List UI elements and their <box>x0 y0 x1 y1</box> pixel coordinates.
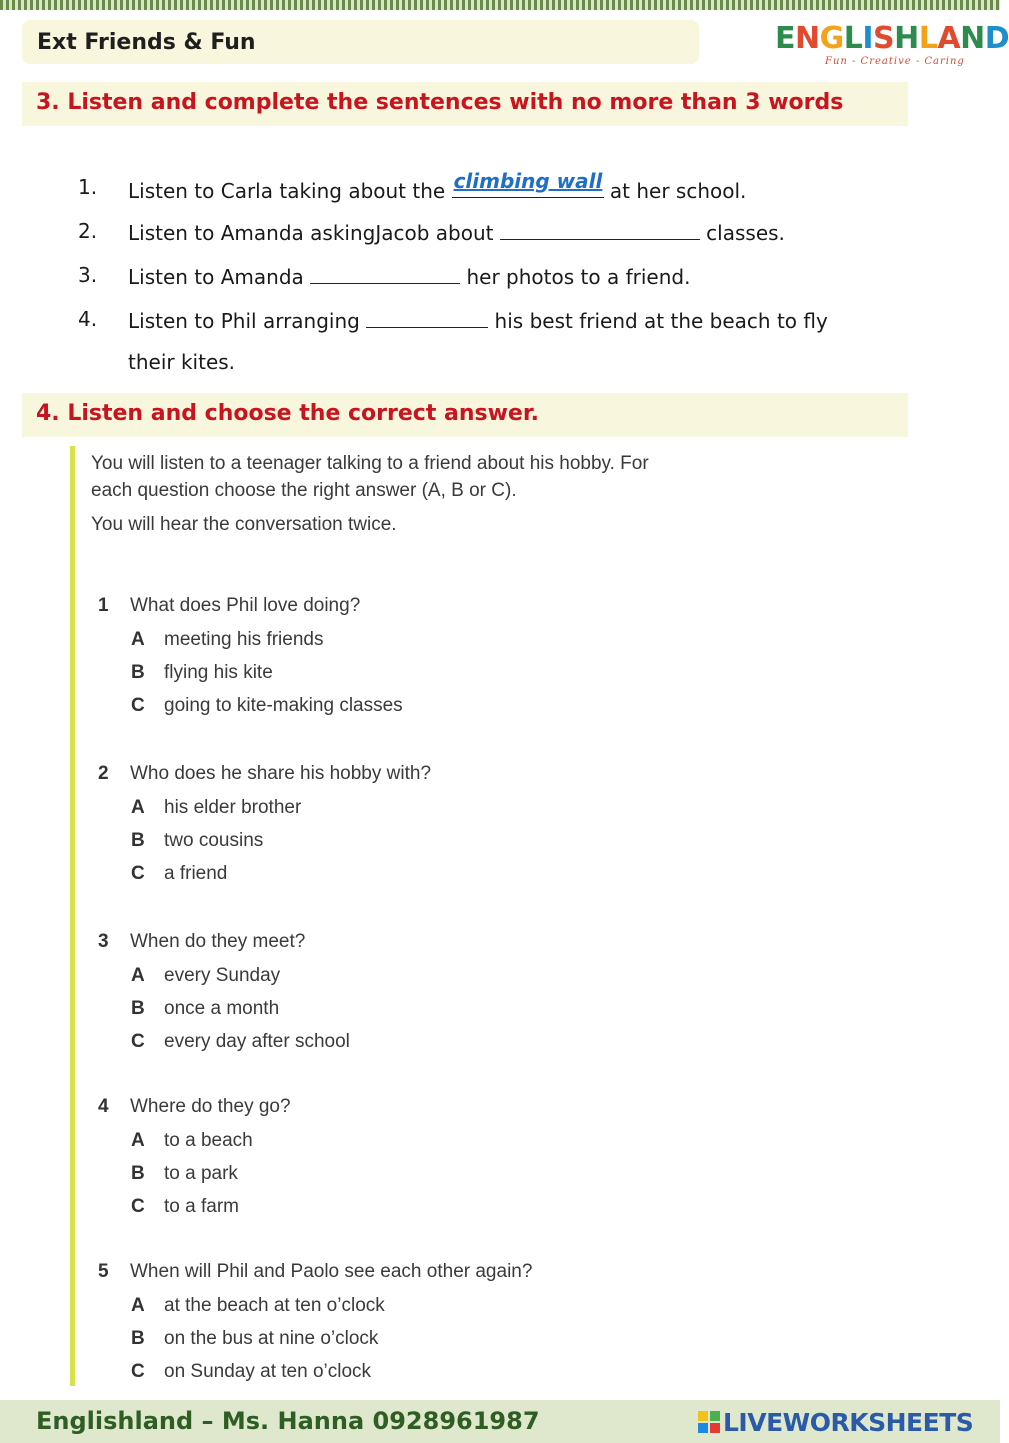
liveworksheets-wordmark: LIVEWORKSHEETS <box>723 1407 974 1437</box>
question-text: Who does he share his hobby with? <box>130 763 432 784</box>
footer-credit: Englishland – Ms. Hanna 0928961987 <box>36 1407 540 1435</box>
question-block <box>91 1093 651 1226</box>
option-text: on the bus at nine o’clock <box>164 1328 379 1349</box>
option-text: at the beach at ten o’clock <box>164 1295 385 1316</box>
option-text: his elder brother <box>164 797 302 818</box>
answer-blank-3[interactable] <box>310 263 460 284</box>
answer-option[interactable] <box>91 962 651 995</box>
option-text: once a month <box>164 998 280 1019</box>
option-letter: B <box>131 662 145 683</box>
question-text: When do they meet? <box>130 931 306 952</box>
option-text: every Sunday <box>164 965 281 986</box>
option-letter: B <box>131 830 145 851</box>
logo-letter: A <box>937 21 961 56</box>
icon-square <box>710 1423 720 1433</box>
instruction-text: You will listen to a teenager talking to a friend about his hobby. For each question choose the right answer (A, B or C). <box>91 453 649 501</box>
answer-option[interactable] <box>91 1358 651 1391</box>
sentence-item <box>78 302 918 392</box>
section-3-header <box>22 82 908 126</box>
option-text: to a park <box>164 1163 238 1184</box>
answer-option[interactable] <box>91 995 651 1028</box>
answer-option[interactable] <box>91 626 651 659</box>
icon-square <box>698 1411 708 1421</box>
logo-letter: L <box>918 21 938 56</box>
logo-tagline: Fun - Creative - Caring <box>825 56 965 67</box>
icon-square <box>698 1423 708 1433</box>
logo-letter: L <box>843 21 863 56</box>
question-block <box>91 760 651 893</box>
sentence-text: his best friend at the beach to fly <box>488 309 828 333</box>
sentence-text: Listen to Carla taking about the <box>128 179 452 203</box>
answer-option[interactable] <box>91 860 651 893</box>
sentence-text: Listen to Phil arranging <box>128 309 367 333</box>
answer-option[interactable] <box>91 1325 651 1358</box>
option-text: on Sunday at ten o’clock <box>164 1361 372 1382</box>
question-text: When will Phil and Paolo see each other again? <box>130 1261 533 1282</box>
sentence-text: Listen to Amanda askingJacob about <box>128 221 500 245</box>
logo-letter: S <box>873 21 895 56</box>
option-text: a friend <box>164 863 228 884</box>
question-block <box>91 592 651 725</box>
option-letter: A <box>131 1130 145 1151</box>
sentence-list <box>78 170 918 392</box>
sentence-number: 1. <box>78 175 98 199</box>
answer-option[interactable] <box>91 659 651 692</box>
logo-letter: I <box>862 21 874 56</box>
option-letter: C <box>131 1031 145 1052</box>
option-letter: A <box>131 1295 145 1316</box>
option-text: flying his kite <box>164 662 273 683</box>
answer-option[interactable] <box>91 1127 651 1160</box>
question-text: Where do they go? <box>130 1096 291 1117</box>
worksheet-title-bar <box>22 20 699 64</box>
logo-letter: D <box>984 21 1009 56</box>
question-number: 1 <box>98 595 109 616</box>
sentence-continuation: their kites. <box>128 350 236 374</box>
option-letter: B <box>131 1163 145 1184</box>
answer-option[interactable] <box>91 827 651 860</box>
question-number: 4 <box>98 1096 109 1117</box>
answer-option[interactable] <box>91 1160 651 1193</box>
section-4-title: 4. Listen and choose the correct answer. <box>36 401 539 426</box>
answer-option[interactable] <box>91 1028 651 1061</box>
option-text: two cousins <box>164 830 264 851</box>
option-text: to a beach <box>164 1130 253 1151</box>
option-letter: A <box>131 629 145 650</box>
decorative-top-stripe <box>0 0 1000 10</box>
answer-blank-4[interactable] <box>366 307 488 328</box>
englishland-logo <box>775 21 1009 72</box>
page-footer <box>0 1400 1000 1443</box>
option-text: to a farm <box>164 1196 239 1217</box>
section-4-header <box>22 393 908 437</box>
logo-letter: N <box>795 21 820 56</box>
icon-square <box>710 1411 720 1421</box>
option-text: going to kite-making classes <box>164 695 403 716</box>
sentence-item <box>78 170 918 214</box>
logo-wordmark <box>775 21 1009 56</box>
answer-option[interactable] <box>91 1193 651 1226</box>
option-letter: A <box>131 797 145 818</box>
question-block <box>91 928 651 1061</box>
section-3-title: 3. Listen and complete the sentences with no more than 3 words <box>36 90 844 115</box>
question-number: 2 <box>98 763 109 784</box>
option-letter: C <box>131 695 145 716</box>
question-block <box>91 1258 651 1391</box>
sentence-number: 3. <box>78 263 98 287</box>
option-text: every day after school <box>164 1031 350 1052</box>
exam-instructions <box>91 450 651 538</box>
logo-letter: G <box>819 21 844 56</box>
answer-blank-1[interactable] <box>452 169 604 198</box>
exam-excerpt <box>70 446 660 1386</box>
option-text: meeting his friends <box>164 629 324 650</box>
filled-answer: climbing wall <box>453 169 603 193</box>
liveworksheets-icon <box>698 1411 720 1433</box>
question-text: What does Phil love doing? <box>130 595 361 616</box>
answer-option[interactable] <box>91 794 651 827</box>
option-letter: C <box>131 863 145 884</box>
sentence-text: at her school. <box>603 179 747 203</box>
answer-option[interactable] <box>91 692 651 725</box>
option-letter: B <box>131 998 145 1019</box>
option-letter: C <box>131 1361 145 1382</box>
answer-blank-2[interactable] <box>500 219 700 240</box>
option-letter: A <box>131 965 145 986</box>
logo-letter: E <box>775 21 795 56</box>
liveworksheets-brand[interactable] <box>698 1409 973 1435</box>
sentence-text: Listen to Amanda <box>128 265 311 289</box>
question-number: 5 <box>98 1261 109 1282</box>
sentence-text: her photos to a friend. <box>460 265 691 289</box>
sentence-text: classes. <box>699 221 785 245</box>
exam-accent-bar <box>70 446 75 1386</box>
question-number: 3 <box>98 931 109 952</box>
sentence-number: 2. <box>78 219 98 243</box>
logo-letter: H <box>894 21 919 56</box>
sentence-number: 4. <box>78 307 98 331</box>
answer-option[interactable] <box>91 1292 651 1325</box>
logo-letter: N <box>960 21 985 56</box>
sentence-item <box>78 258 918 302</box>
sentence-item <box>78 214 918 258</box>
instruction-text: You will hear the conversation twice. <box>91 514 397 535</box>
worksheet-title: Ext Friends & Fun <box>37 30 256 55</box>
option-letter: C <box>131 1196 145 1217</box>
option-letter: B <box>131 1328 145 1349</box>
